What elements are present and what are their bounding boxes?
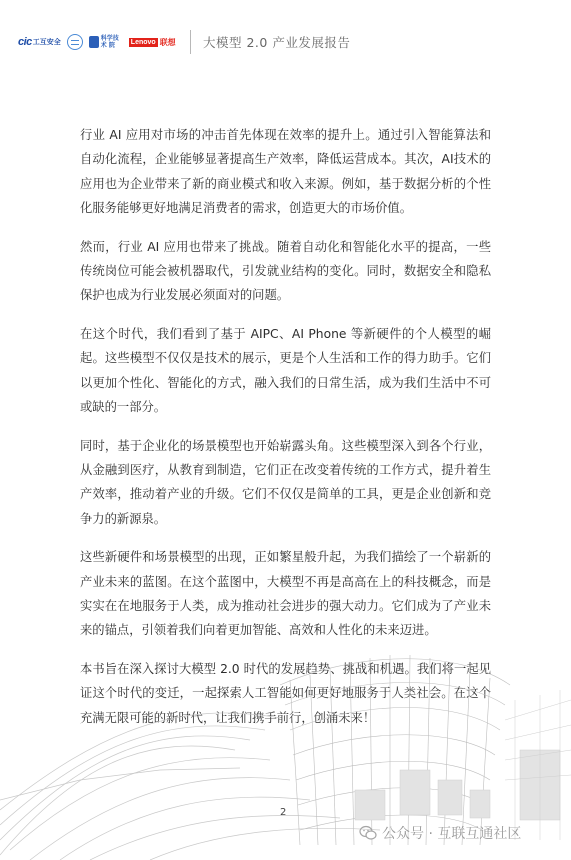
report-title: 大模型 2.0 产业发展报告 [203, 35, 351, 50]
institute-logo [89, 35, 123, 49]
globe-logo-icon [67, 34, 83, 50]
paragraph: 这些新硬件和场景模型的出现，正如繁星般升起，为我们描绘了一个崭新的产业未来的蓝图。在这个蓝图中，大模型不再是高高在上的科技概念，而是实实在在地服务于人类，成为推动社会进步的强大动力。它们成为了产业未来的锚点，引领着我们向着更加智能、高效和人性化的未来迈进。 [80, 550, 491, 638]
header-divider [190, 30, 191, 54]
partner-logos [18, 33, 176, 51]
institute-logo-icon [89, 36, 99, 48]
paragraph: 行业 AI 应用对市场的冲击首先体现在效率的提升上。通过引入智能算法和自动化流程，企业能够显著提高生产效率，降低运营成本。其次，AI技术的应用也为企业带来了新的商业模式和收入来源。例如，基于数据分析的个性化服务能够更好地满足消费者的需求，创造更大的市场价值。 [80, 128, 491, 215]
paragraph: 同时，基于企业化的场景模型也开始崭露头角。这些模型深入到各个行业，从金融到医疗，从教育到制造，它们正在改变着传统的工作方式，提升着生产效率，推动着产业的升级。它们不仅仅是简单的工具，更是企业创新和竞争力的新源泉。 [80, 438, 491, 526]
cic-logo-mark: cic [18, 36, 32, 48]
wechat-watermark [359, 823, 521, 843]
page-number: 2 [280, 807, 287, 818]
cic-logo-text: 工互安全 [32, 38, 61, 46]
lenovo-logo-text: 联想 [159, 37, 176, 47]
paragraph: 然而，行业 AI 应用也带来了挑战。随着自动化和智能化水平的提高，一些传统岗位可能会被机器取代，引发就业结构的变化。同时，数据安全和隐私保护也成为行业发展必须面对的问题。 [80, 239, 491, 303]
lenovo-logo [129, 37, 176, 48]
cic-logo [18, 36, 61, 48]
watermark-text: 公众号 · 互联互通社区 [382, 826, 522, 842]
institute-logo-text: 科学技术 院 [100, 35, 119, 49]
page-header [0, 0, 571, 70]
paragraph: 本书旨在深入探讨大模型 2.0 时代的发展趋势、挑战和机遇。我们将一起见证这个时代的变迁，一起探索人工智能如何更好地服务于人类社会。在这个充满无限可能的新时代，让我们携手前行，创涌未来！ [80, 662, 491, 725]
lenovo-logo-box: Lenovo [130, 38, 156, 46]
paragraph: 在这个时代，我们看到了基于 AIPC、AI Phone 等新硬件的个人模型的崛起。这些模型不仅仅是技术的展示，更是个人生活和工作的得力助手。它们以更加个性化、智能化的方式，融入我们的日常生活，成为我们生活中不可或缺的一部分。 [80, 327, 491, 414]
wechat-icon [359, 825, 377, 841]
